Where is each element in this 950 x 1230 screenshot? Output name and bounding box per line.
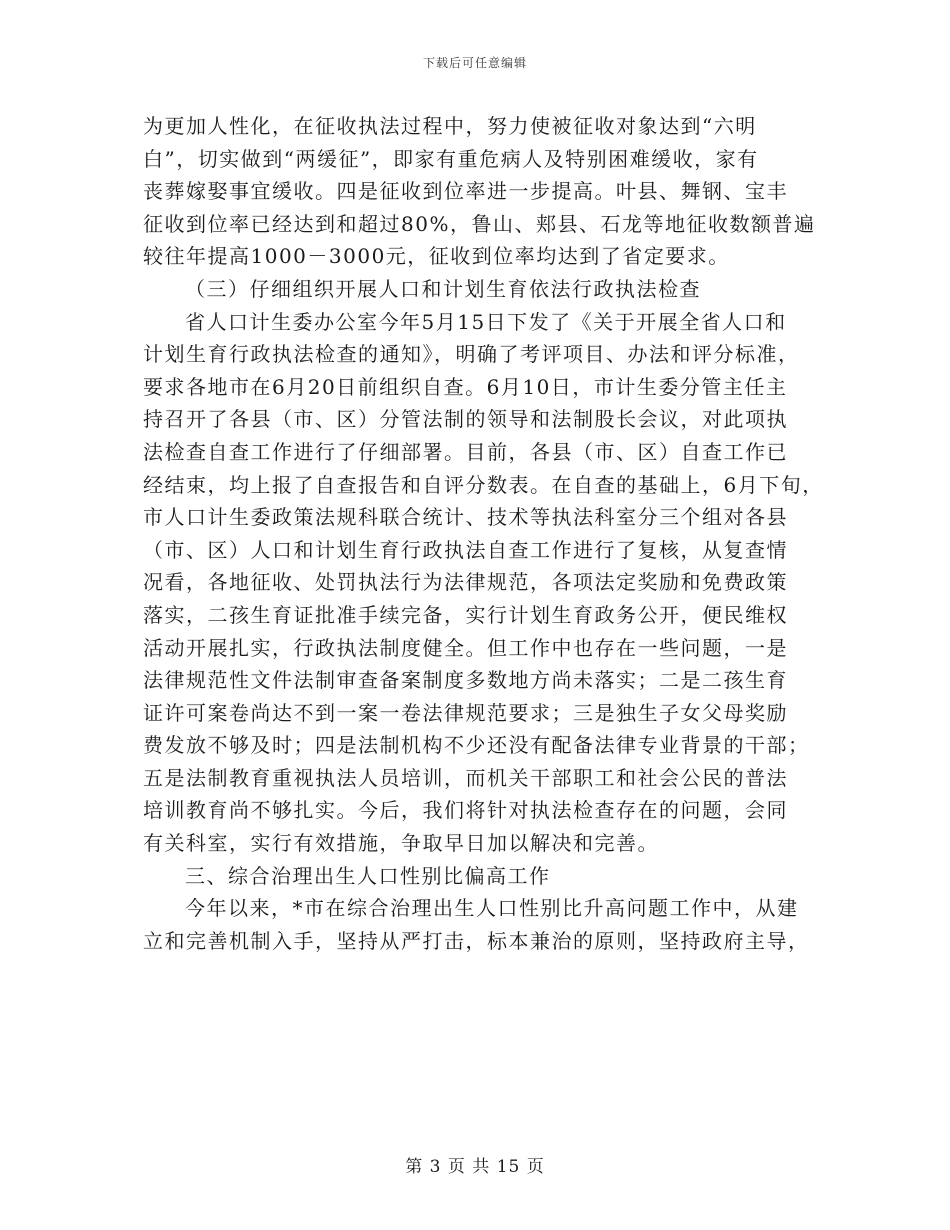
page-header: 下载后可任意编辑	[422, 56, 527, 70]
text-line: 要求各地市在6月20日前组织自查。6月10日，市计生委分管主任主	[143, 374, 788, 399]
text-line: 经结束，均上报了自查报告和自评分数表。在自查的基础上，6月下旬，	[143, 472, 824, 497]
text-line: 培训教育尚不够扎实。今后，我们将针对执法检查存在的问题，会同	[143, 798, 788, 823]
text-line: 有关科室，实行有效措施，争取早日加以解决和完善。	[143, 831, 659, 856]
text-line: 省人口计生委办公室今年5月15日下发了《关于开展全省人口和	[185, 309, 787, 334]
text-line: （市、区）人口和计划生育行政执法自查工作进行了复核，从复查情	[143, 537, 788, 562]
document-body	[143, 110, 833, 957]
text-line: 立和完善机制入手，坚持从严打击，标本兼治的原则，坚持政府主导，	[143, 928, 810, 953]
text-line: 持召开了各县（市、区）分管法制的领导和法制股长会议，对此项执	[143, 407, 788, 432]
text-line: 白”，切实做到“两缓征”，即家有重危病人及特别困难缓收，家有	[143, 146, 759, 171]
text-line: 丧葬嫁娶事宜缓收。四是征收到位率进一步提高。叶县、舞钢、宝丰	[143, 179, 788, 204]
section-heading: （三）仔细组织开展人口和计划生育依法行政执法检查	[185, 276, 701, 301]
text-line: 活动开展扎实，行政执法制度健全。但工作中也存在一些问题，一是	[143, 635, 788, 660]
page-footer: 第 3 页 共 15 页	[405, 1157, 545, 1177]
text-line: 较往年提高1000－3000元，征收到位率均达到了省定要求。	[143, 244, 730, 269]
text-line: 市人口计生委政策法规科联合统计、技术等执法科室分三个组对各县	[143, 505, 788, 530]
text-line: 落实，二孩生育证批准手续完备，实行计划生育政务公开，便民维权	[143, 602, 788, 627]
text-line: 况看，各地征收、处罚执法行为法律规范，各项法定奖励和免费政策	[143, 570, 788, 595]
text-line: 证许可案卷尚达不到一案一卷法律规范要求；三是独生子女父母奖励	[143, 700, 788, 725]
text-line: 五是法制教育重视执法人员培训，而机关干部职工和社会公民的普法	[143, 765, 788, 790]
text-line: 征收到位率已经达到和超过80%，鲁山、郏县、石龙等地征收数额普遍	[143, 211, 816, 236]
text-line: 法检查自查工作进行了仔细部署。目前，各县（市、区）自查工作已	[143, 439, 788, 464]
text-line: 法律规范性文件法制审查备案制度多数地方尚未落实；二是二孩生育	[143, 668, 788, 693]
text-line: 计划生育行政执法检查的通知》，明确了考评项目、办法和评分标准，	[143, 342, 800, 367]
text-line: 费发放不够及时；四是法制机构不少还没有配备法律专业背景的干部；	[143, 733, 810, 758]
text-line: 今年以来，*市在综合治理出生人口性别比升高问题工作中，从建	[185, 896, 799, 921]
section-heading: 三、综合治理出生人口性别比偏高工作	[185, 863, 551, 888]
text-line: 为更加人性化，在征收执法过程中，努力使被征收对象达到“六明	[143, 114, 757, 138]
